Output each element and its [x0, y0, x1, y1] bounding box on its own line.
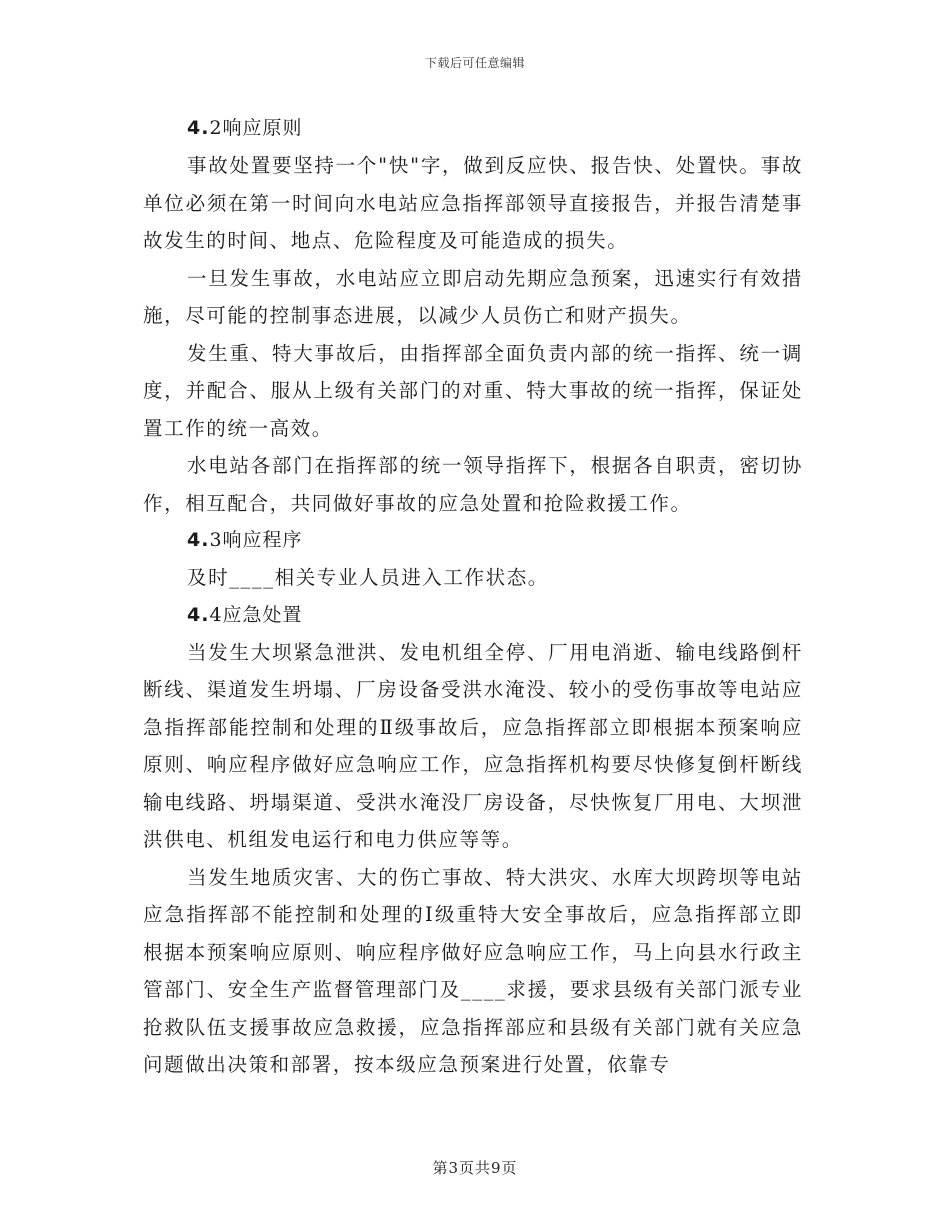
paragraph: 当发生地质灾害、大的伤亡事故、特大洪灾、水库大坝跨坝等电站应急指挥部不能控制和处理的Ⅰ级重特大安全事故后，应急指挥部立即根据本预案响应原则、响应程序做好应急响应工作，马上向县水行政主管部门、安全生产监督管理部门及____求援，要求县级有关部门派专业抢救队伍支援事故应急救援，应急指挥部应和县级有关部门就有关应急问题做出决策和部署，按本级应急预案进行处置，依靠专	[143, 865, 803, 1076]
section-title: 3响应程序	[209, 529, 303, 551]
paragraph: 事故处置要坚持一个"快"字，做到反应快、报告快、处置快。事故单位必须在第一时间向水电站应急指挥部领导直接报告，并报告清楚事故发生的时间、地点、危险程度及可能造成的损失。	[143, 154, 803, 252]
section-title: 2响应原则	[209, 117, 303, 139]
document-body	[143, 110, 803, 1084]
section-heading-4-3	[143, 522, 803, 559]
section-heading-4-2	[143, 110, 803, 147]
section-heading-4-4	[143, 597, 803, 634]
paragraph: 当发生大坝紧急泄洪、发电机组全停、厂用电消逝、输电线路倒杆断线、渠道发生坍塌、厂房设备受洪水淹没、较小的受伤事故等电站应急指挥部能控制和处理的Ⅱ级事故后，应急指挥部立即根据本预案响应原则、响应程序做好应急响应工作，应急指挥机构要尽快修复倒杆断线输电线路、坍塌渠道、受洪水淹没厂房设备，尽快恢复厂用电、大坝泄洪供电、机组发电运行和电力供应等等。	[143, 640, 803, 851]
paragraph: 及时____相关专业人员进入工作状态。	[187, 566, 549, 589]
page-number-footer: 第3页共9页	[432, 1159, 518, 1177]
section-number: 4.	[187, 529, 210, 551]
paragraph: 一旦发生事故，水电站应立即启动先期应急预案，迅速实行有效措施，尽可能的控制事态进展，以减少人员伤亡和财产损失。	[143, 266, 803, 327]
section-title: 4应急处置	[209, 603, 303, 626]
section-number: 4.	[187, 117, 210, 139]
paragraph: 水电站各部门在指挥部的统一领导指挥下，根据各自职责，密切协作，相互配合，共同做好事故的应急处置和抢险救援工作。	[143, 454, 803, 515]
header-note: 下载后可任意编辑	[424, 56, 525, 70]
section-number: 4.	[187, 603, 210, 626]
paragraph: 发生重、特大事故后，由指挥部全面负责内部的统一指挥、统一调度，并配合、服从上级有关部门的对重、特大事故的统一指挥，保证处置工作的统一高效。	[143, 341, 803, 440]
